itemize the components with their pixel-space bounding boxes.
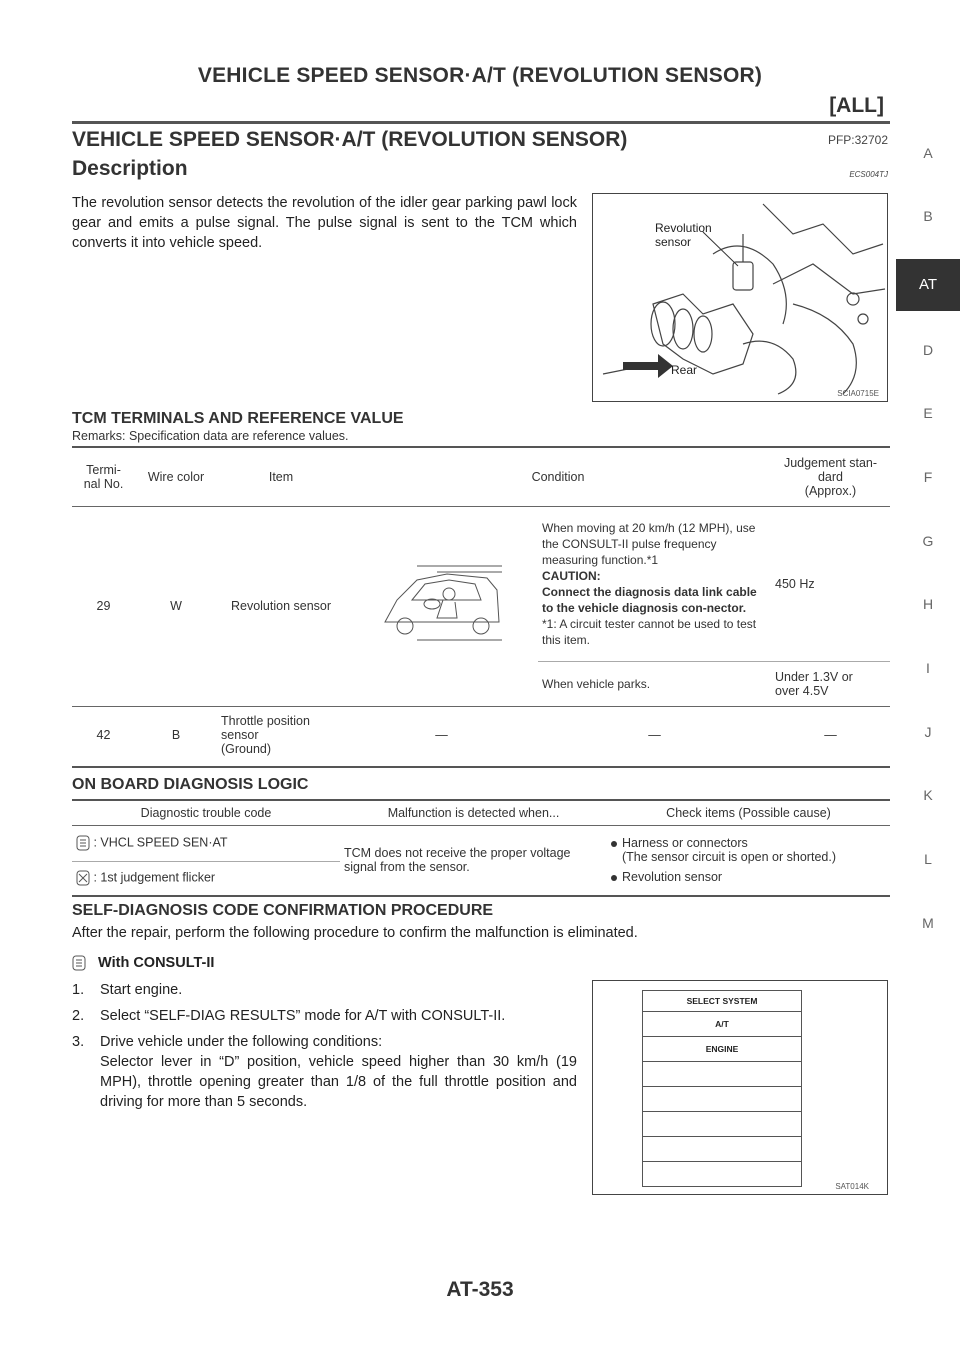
check-items-cell — [607, 825, 890, 895]
with-consult-line — [72, 955, 214, 971]
with-consult-label: With CONSULT-II — [98, 955, 215, 971]
obd-header-row — [72, 801, 890, 825]
side-index-b[interactable]: B — [923, 208, 933, 224]
procedure-steps — [72, 980, 577, 1112]
bullet-icon — [611, 875, 617, 881]
selfdiag-heading: SELF-DIAGNOSIS CODE CONFIRMATION PROCEDURE — [72, 902, 494, 919]
caution-text: Connect the diagnosis data link cable to the vehicle diagnosis con-nector. — [542, 584, 757, 615]
terminal-29: 29 — [72, 506, 135, 706]
malfunction-text: TCM does not receive the proper voltage signal from the sensor. — [344, 846, 571, 875]
condition-parks: When vehicle parks. — [542, 676, 651, 691]
side-index-g[interactable]: G — [922, 533, 934, 549]
step-text — [100, 1032, 577, 1112]
col-item: Item — [268, 469, 294, 484]
rear-arrow-icon — [623, 354, 673, 378]
list-item — [611, 870, 886, 884]
col-condition: Condition — [531, 469, 585, 484]
dash-icon-cell: — — [435, 728, 448, 743]
dtc-flicker-cell — [72, 861, 340, 895]
wire-b: B — [171, 728, 181, 743]
table-row — [72, 506, 890, 661]
select-system-title: SELECT SYSTEM — [643, 991, 801, 1012]
page-number: AT-353 — [446, 1278, 514, 1301]
side-index-e[interactable]: E — [923, 405, 933, 421]
pfp-code: PFP:32702 — [827, 133, 888, 147]
table-row — [72, 825, 890, 861]
figure-label-sensor-1: Revolution — [655, 221, 712, 235]
tcm-heading: TCM TERMINALS AND REFERENCE VALUE — [72, 410, 404, 427]
side-index-a[interactable]: A — [923, 145, 933, 161]
condition-moving-text: When moving at 20 km/h (12 MPH), use the CONSULT-II pulse frequency measuring function.*1 — [542, 520, 756, 567]
side-index-j[interactable]: J — [924, 724, 932, 740]
obd-heading: ON BOARD DIAGNOSIS LOGIC — [72, 776, 309, 793]
dash-judgement: — — [824, 728, 837, 743]
col-judgement: Judgement stan- dard (Approx.) — [783, 455, 878, 498]
step-number: 1. — [72, 982, 85, 998]
col-malfunction: Malfunction is detected when... — [387, 805, 560, 820]
judgement-450hz: 450 Hz — [775, 576, 815, 591]
check-harness: Harness or connectors (The sensor circuit is open or shorted.) — [622, 836, 836, 865]
list-item — [611, 836, 886, 864]
side-index-i[interactable]: I — [926, 660, 930, 676]
dtc-flicker: : 1st judgement flicker — [93, 870, 216, 885]
side-index-h[interactable]: H — [922, 596, 934, 612]
dtc-vhcl-speed: : VHCL SPEED SEN·AT — [93, 835, 228, 850]
select-system-item-at[interactable]: A/T — [643, 1012, 801, 1037]
step-item — [72, 1032, 577, 1112]
obd-table — [72, 801, 890, 895]
tcm-table — [72, 448, 890, 764]
figure1-caption: SCIA0715E — [837, 389, 879, 398]
step-item — [72, 980, 577, 1000]
caution-label: CAUTION: — [542, 568, 601, 583]
consult-icon — [72, 955, 86, 971]
dash-condition: — — [648, 728, 661, 743]
select-system-item-empty — [643, 1137, 801, 1162]
check-revolution-sensor: Revolution sensor — [622, 870, 723, 885]
description-text: The revolution sensor detects the revolution of the idler gear parking pawl lock gear and emits a pulse signal. The pulse signal is sent to the TCM which converts it into vehicle speed. — [72, 195, 577, 251]
step3-detail: Selector lever in “D” position, vehicle speed higher than 30 km/h (19 MPH), throttle opening greater than 1/8 of the full throttle position and driving for more than 5 seconds. — [100, 1054, 577, 1110]
dtc-consult-cell — [72, 825, 340, 861]
terminal-42: 42 — [96, 728, 111, 743]
step-text: Start engine. — [100, 982, 183, 998]
side-index-l[interactable]: L — [924, 851, 932, 867]
description-heading: Description — [72, 157, 188, 180]
driving-car-icon — [345, 506, 538, 706]
select-system-item-empty — [643, 1112, 801, 1137]
figure-label-sensor-2: sensor — [655, 235, 692, 249]
revolution-sensor-figure — [592, 193, 888, 402]
header-rule — [72, 121, 890, 124]
side-index-at[interactable]: AT — [896, 259, 960, 311]
step3-text: Drive vehicle under the following conditions: — [100, 1034, 383, 1050]
page-header-scope: [ALL] — [829, 94, 884, 117]
table-row — [72, 706, 890, 764]
figure-label-rear: Rear — [671, 363, 698, 377]
condition-moving — [538, 506, 771, 661]
select-system-item-empty — [643, 1062, 801, 1087]
sensor-illustration — [593, 194, 887, 401]
wire-w: W — [135, 506, 217, 706]
select-system-item-empty — [643, 1162, 801, 1186]
tcm-lamp-icon — [76, 870, 90, 886]
select-system-screen — [642, 990, 802, 1187]
step-item — [72, 1006, 577, 1026]
step-number: 3. — [72, 1034, 85, 1050]
description-code: ECS004TJ — [849, 170, 888, 179]
step-number: 2. — [72, 1008, 85, 1024]
judgement-parks: Under 1.3V or over 4.5V — [775, 669, 853, 698]
tcm-rule-bottom — [72, 766, 890, 768]
side-index-m[interactable]: M — [922, 915, 934, 931]
side-index-d[interactable]: D — [922, 342, 934, 358]
figure2-caption: SAT014K — [835, 1182, 869, 1191]
item-throttle-position: Throttle position sensor (Ground) — [221, 714, 310, 757]
tcm-remarks: Remarks: Specification data are reference values. — [72, 429, 349, 443]
circuit-tester-note: *1: A circuit tester cannot be used to test this item. — [542, 616, 757, 647]
side-index-f[interactable]: F — [923, 469, 933, 485]
obd-rule-bottom — [72, 895, 890, 897]
section-title: VEHICLE SPEED SENSOR·A/T (REVOLUTION SENSOR) — [72, 128, 628, 151]
page-header-title: VEHICLE SPEED SENSOR·A/T (REVOLUTION SENSOR) — [197, 64, 763, 87]
col-check-items: Check items (Possible cause) — [666, 805, 831, 820]
step-text: Select “SELF-DIAG RESULTS” mode for A/T with CONSULT-II. — [100, 1008, 506, 1024]
col-wire: Wire color — [147, 469, 205, 484]
col-terminal: Termi- nal No. — [83, 462, 124, 491]
select-system-item-empty — [643, 1087, 801, 1112]
consult-icon — [76, 835, 90, 851]
side-index-k[interactable]: K — [923, 787, 933, 803]
car-driver-icon — [377, 560, 507, 650]
item-revolution-sensor: Revolution sensor — [217, 506, 345, 706]
bullet-icon — [611, 841, 617, 847]
selfdiag-intro: After the repair, perform the following procedure to confirm the malfunction is eliminated. — [72, 925, 638, 941]
select-system-item-engine[interactable]: ENGINE — [643, 1037, 801, 1062]
tcm-header-row — [72, 448, 890, 506]
col-dtc: Diagnostic trouble code — [140, 805, 272, 820]
